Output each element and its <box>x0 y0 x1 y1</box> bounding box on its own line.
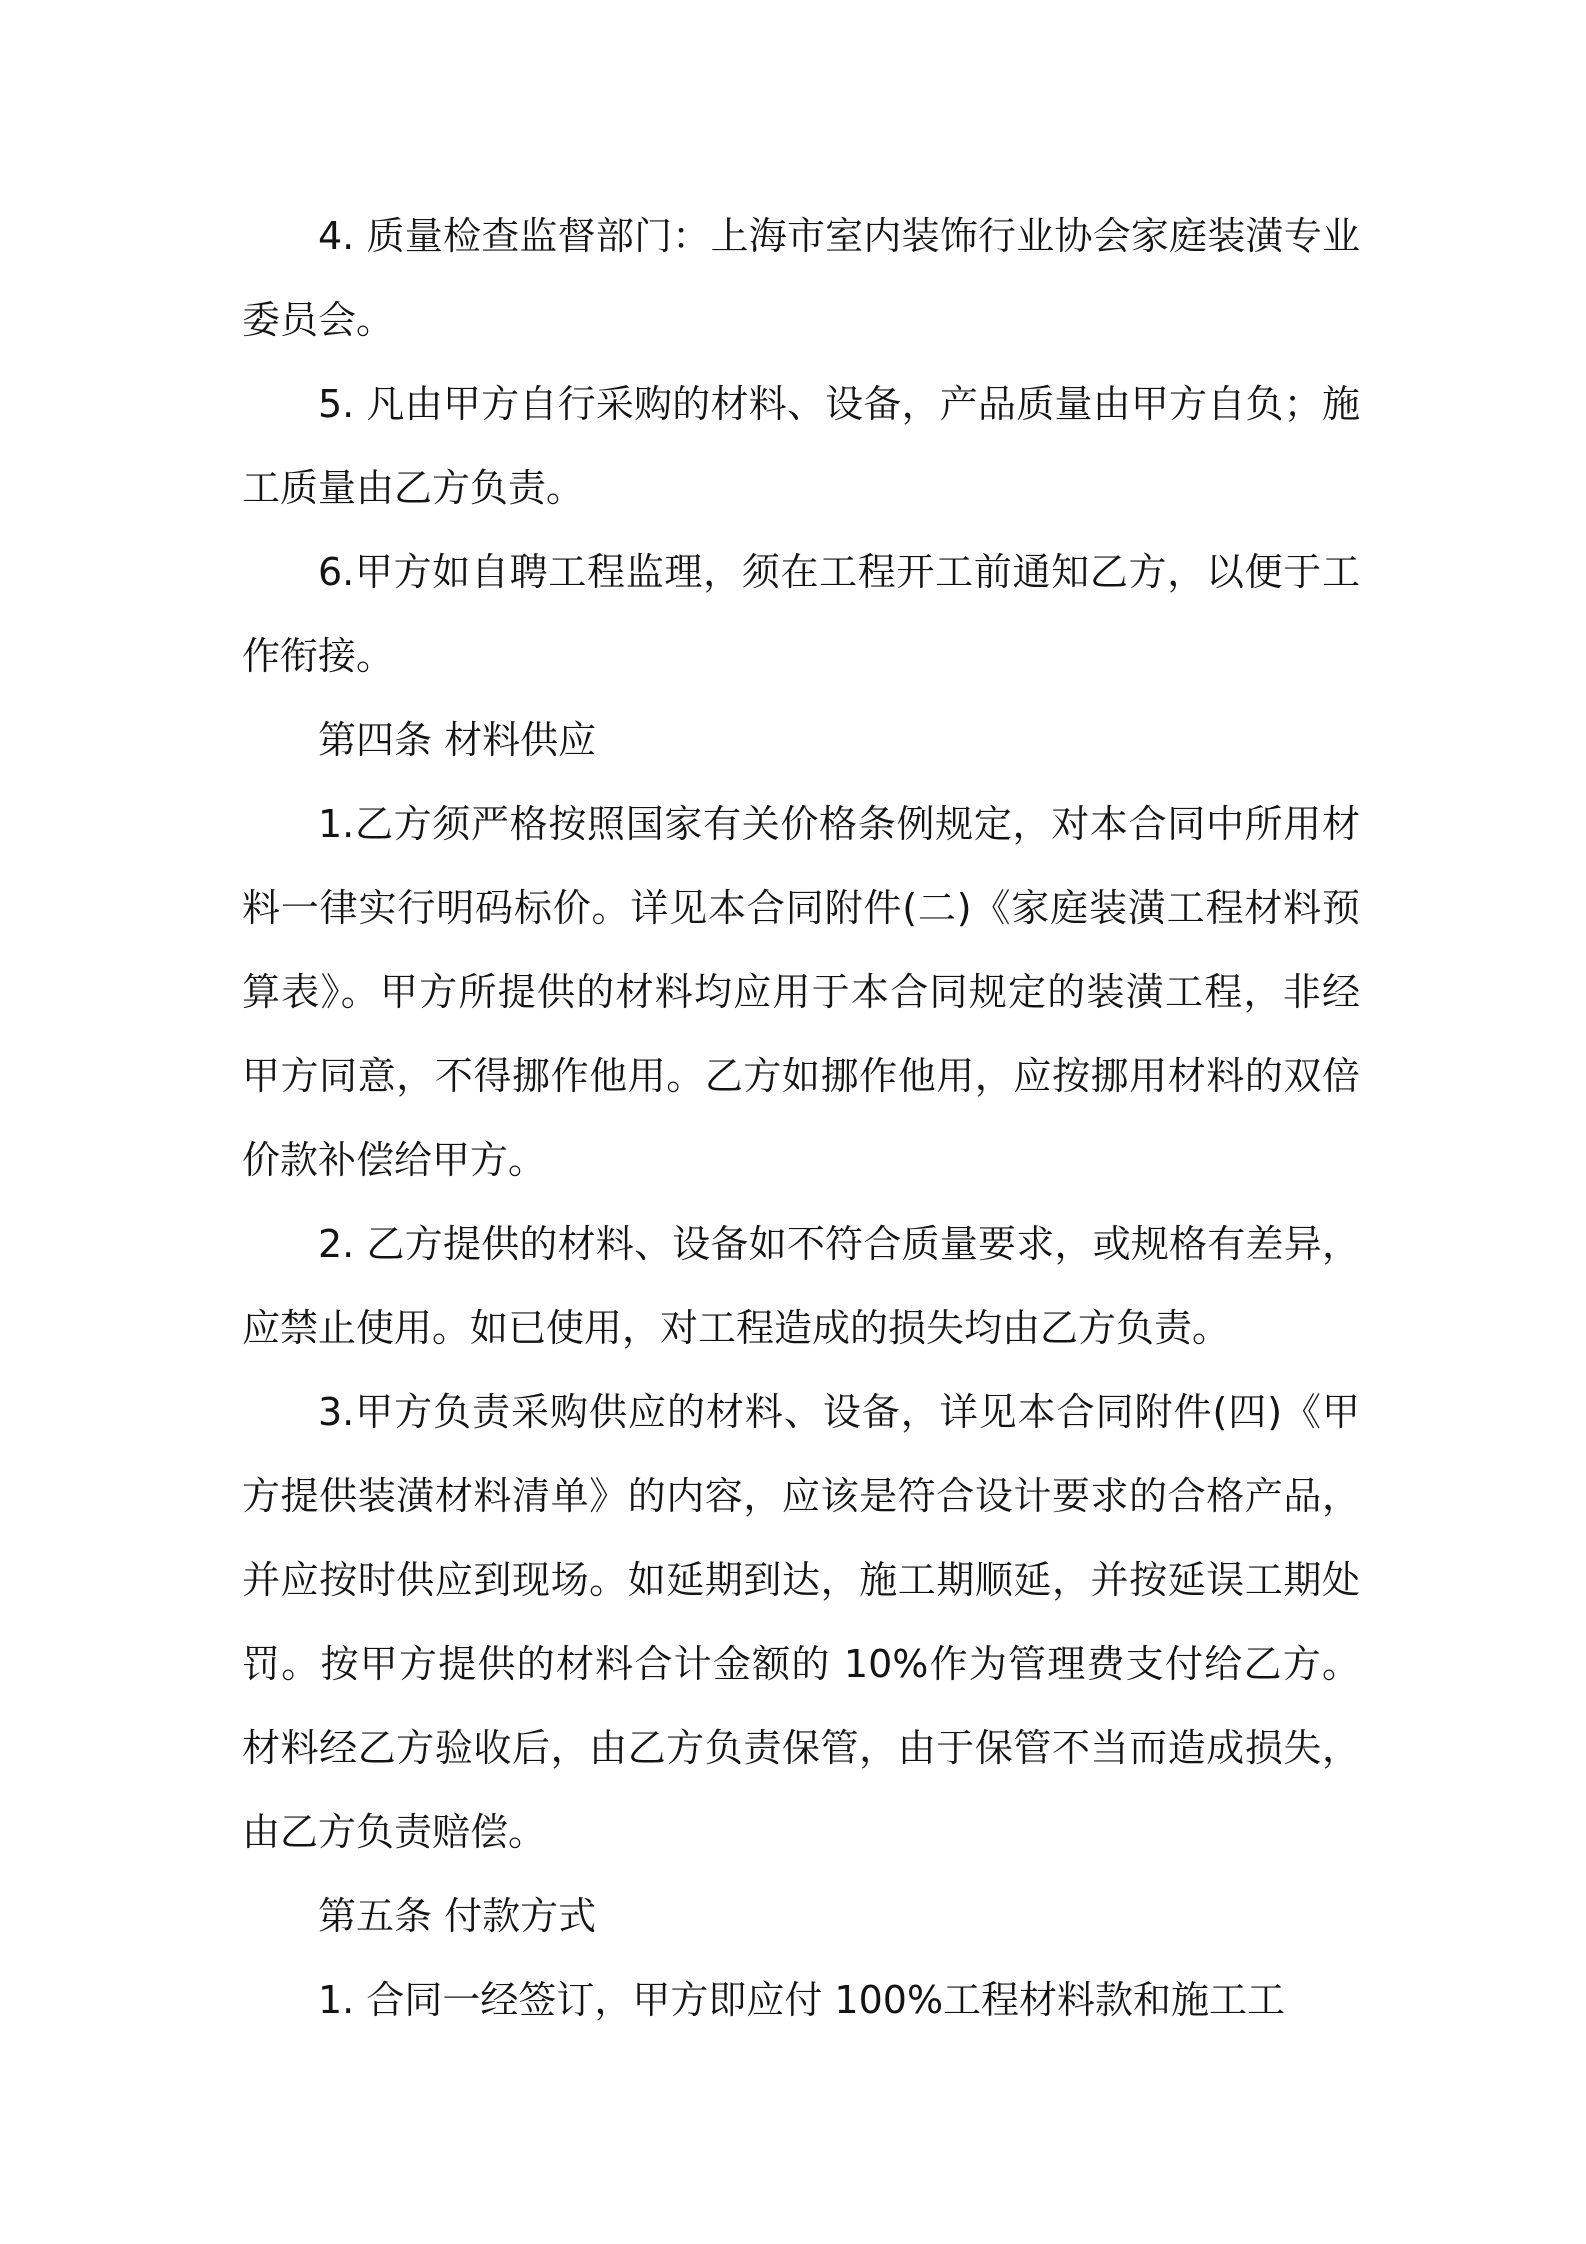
paragraph-item-3-6: 6.甲方如自聘工程监理，须在工程开工前通知乙方，以便于工作衔接。 <box>242 550 1360 678</box>
paragraph-item-3-4: 4. 质量检查监督部门：上海市室内装饰行业协会家庭装潢专业委员会。 <box>242 214 1360 342</box>
heading-article-4: 第四条 材料供应 <box>318 718 597 762</box>
paragraph-item-4-1: 1.乙方须严格按照国家有关价格条例规定，对本合同中所用材料一律实行明码标价。详见本合同附件(二)《家庭装潢工程材料预算表》。甲方所提供的材料均应用于本合同规定的装潢工程，非经甲方同意，不得挪作他用。乙方如挪作他用，应按挪用材料的双倍价款补偿给甲方。 <box>242 802 1360 1182</box>
paragraph-item-4-2: 2. 乙方提供的材料、设备如不符合质量要求，或规格有差异，应禁止使用。如已使用，对工程造成的损失均由乙方负责。 <box>242 1222 1360 1350</box>
paragraph-item-5-1: 1. 合同一经签订，甲方即应付 100%工程材料款和施工工 <box>318 1978 1286 2022</box>
paragraph-item-3-5: 5. 凡由甲方自行采购的材料、设备，产品质量由甲方自负；施工质量由乙方负责。 <box>242 382 1360 510</box>
paragraph-item-4-3: 3.甲方负责采购供应的材料、设备，详见本合同附件(四)《甲方提供装潢材料清单》的内容，应该是符合设计要求的合格产品，并应按时供应到现场。如延期到达，施工期顺延，并按延误工期处罚。按甲方提供的材料合计金额的 10%作为管理费支付给乙方。材料经乙方验收后，由乙方负责保管，由于保管不当而造成损失，由乙方负责赔偿。 <box>242 1390 1360 1854</box>
document-body <box>242 194 1360 2042</box>
heading-article-5: 第五条 付款方式 <box>318 1894 597 1938</box>
